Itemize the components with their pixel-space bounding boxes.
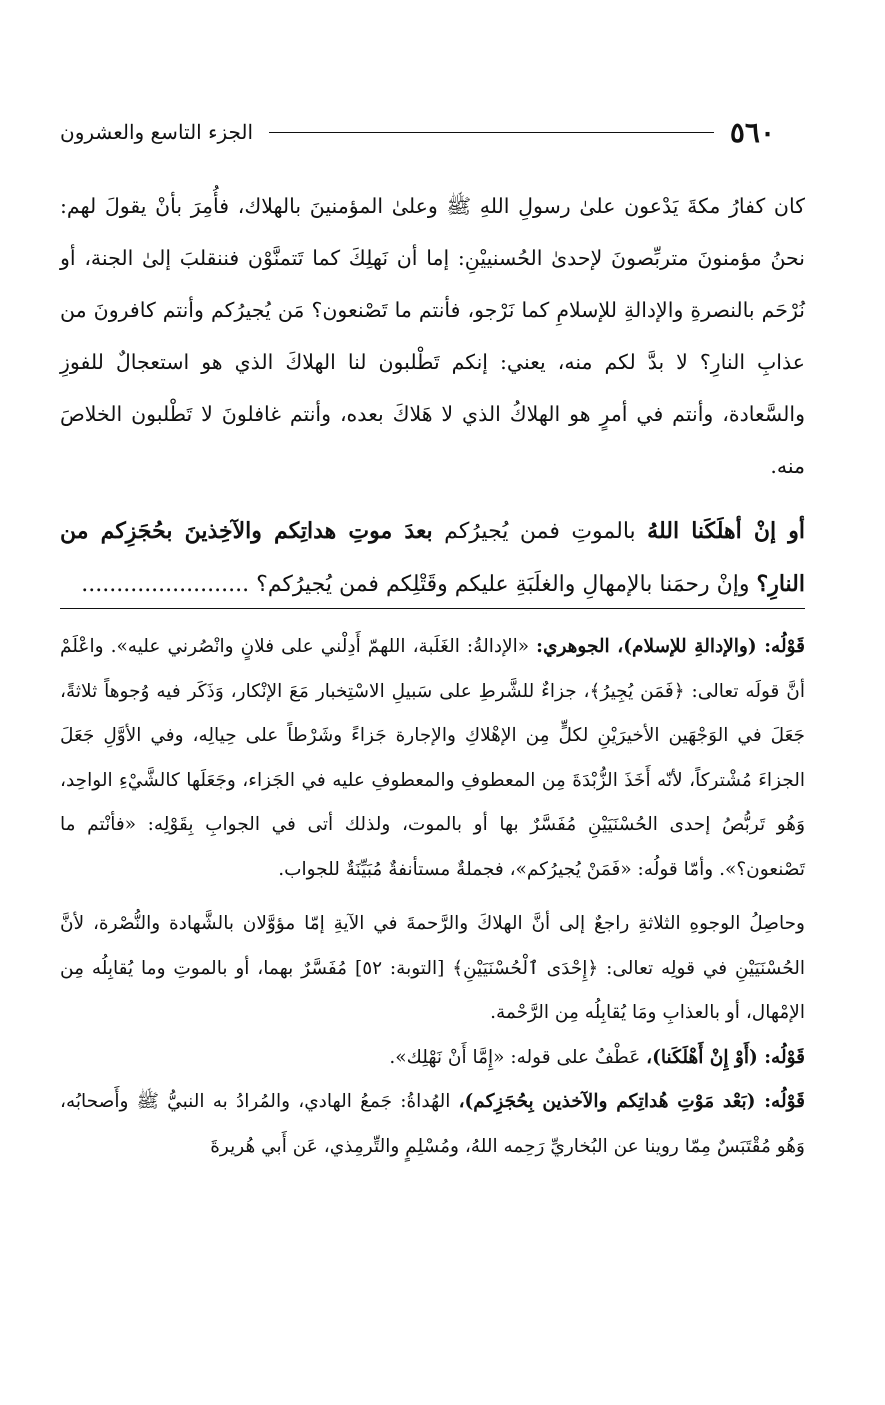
commentary-para-3-lead: قَوْلُه: (أَوْ إِنْ أَهْلَكَنا)، — [646, 1046, 805, 1068]
quranic-commentary-block — [60, 505, 805, 611]
commentary-para-3-text: عَطْفٌ على قوله: «إِمَّا أَنْ نَهْلِك». — [389, 1046, 647, 1068]
page-header — [60, 110, 775, 154]
quran-bold-2: بعدَ موتِ هداتِكم والآخِذينَ بحُجَزِكم من النارِ؟ — [60, 518, 805, 597]
running-title: الجزء التاسع والعشرون — [60, 120, 254, 144]
commentary-para-1 — [60, 625, 805, 892]
commentary-para-1-lead: قَوْلُه: (والإدالةِ للإسلام)، الجوهري: — [536, 636, 805, 657]
quran-normal-1: بالموتِ فمن يُجيرُكم — [432, 519, 648, 544]
page-number: ٥٦٠ — [729, 115, 775, 149]
commentary-para-4-lead: قَوْلُه: (بَعْد مَوْتِ هُداتِكم والآخذين بِحُجَزِكم)، — [458, 1091, 806, 1112]
quran-paragraph — [60, 505, 805, 611]
quran-normal-2: وإنْ رحمَنا بالإمهالِ والغلَبَةِ عليكم وقَتْلِكم فمن يُجيرُكم؟ ........................ — [81, 572, 757, 597]
commentary-para-2: وحاصِلُ الوجوهِ الثلاثةِ راجعٌ إلى أنَّ الهلاكَ والرَّحمةَ في الآيةِ إمّا مؤوَّلان بالشَّهادة والنُّصْرة، لأنَّ الحُسْنَيَيْنِ في قولِه تعالى: ﴿إِحْدَى ٱلْحُسْنَيَيْنِ﴾ [التوبة: ٥٢] مُفَسَّرٌ بهما، أو بالموتِ وما يُقابِلُه مِن الإمْهال، أو بالعذابِ ومَا يُقابِلُه مِن الرَّحْمة. — [60, 913, 805, 1023]
commentary-para-4 — [60, 1080, 805, 1169]
main-text-block — [60, 180, 805, 492]
footnote-divider — [60, 608, 805, 609]
commentary-block — [60, 625, 805, 1169]
header-rule — [269, 132, 714, 133]
commentary-para-4-text: الهُداةُ: جَمعُ الهادي، والمُرادُ به النبيُّ ﷺ وأَصحابُه، وَهُو مُقْتَبَسٌ مِمّا روينا عن البُخاريِّ رَحِمه اللهُ، ومُسْلِمٍ والتِّرمِذي، عَن أَبي هُريرةَ — [60, 1091, 805, 1157]
main-paragraph: كان كفارُ مكةَ يَدْعون علىٰ رسولِ اللهِ ﷺ وعلىٰ المؤمنينَ بالهلاك، فأُمِرَ بأنْ يقولَ لهم: نحنُ مؤمنونَ متربِّصونَ لإحدىٰ الحُسنييْنِ: إما أن نَهلِكَ كما تَتمنَّوْن فننقلبَ إلىٰ الجنة، أو نُرْحَم بالنصرةِ والإدالةِ للإسلامِ كما نَرْجو، فأنتم ما تَصْنعون؟ مَن يُجيرُكم وأنتم كافرونَ من عذابِ النارِ؟ لا بدَّ لكم منه، يعني: إنكم تَطْلبون لنا الهلاكَ الذي هو استعجالٌ للفوزِ والسَّعادة، وأنتم في أمرٍ هو الهلاكُ الذي لا هَلاكَ بعده، وأنتم غافلونَ لا تَطْلبون الخلاصَ منه. — [60, 194, 805, 478]
commentary-para-1-text: «الإدالةُ: الغَلَبة، اللهمّ أَدِلْني على فلانٍ وانْصُرني عليه». واعْلَمْ أنَّ قولَه تعالى: ﴿فَمَن يُجِيرُ﴾، جزاءٌ للشَّرطِ على سَبيلِ الاسْتِخبار مَعَ الإنْكار، وَذَكَر فيه وُجوهاً ثلاثةً، جَعَلَ في الوَجْهَين الأخيرَيْنِ لكلٍّ مِن الإهْلاكِ والإجارة جَزاءً وشَرْطاً على حِيالِه، وفي الأوَّلِ جَعَلَ الجزاءَ مُشْتركاً، لأنّه أَخَذَ الزُّبْدَةَ مِن المعطوفِ والمعطوفِ عليه في الجَزاء، وجَعَلَها كالشَّيْءِ الواحِد، وَهُو تَربُّصُ إحدى الحُسْنَيَيْنِ مُفَسَّرٌ بها أو بالموت، ولذلك أتى في الجوابِ بِقَوْلِه: «فأنْتم ما تَصْنعون؟». وأمّا قولُه: «فَمَنْ يُجيرُكم»، فجملةٌ مستأنفةٌ مُبَيِّنَةٌ للجواب. — [60, 636, 805, 880]
quran-bold-1: أو إنْ أهلَكَنا اللهُ — [647, 518, 805, 544]
commentary-para-3 — [60, 1036, 805, 1081]
